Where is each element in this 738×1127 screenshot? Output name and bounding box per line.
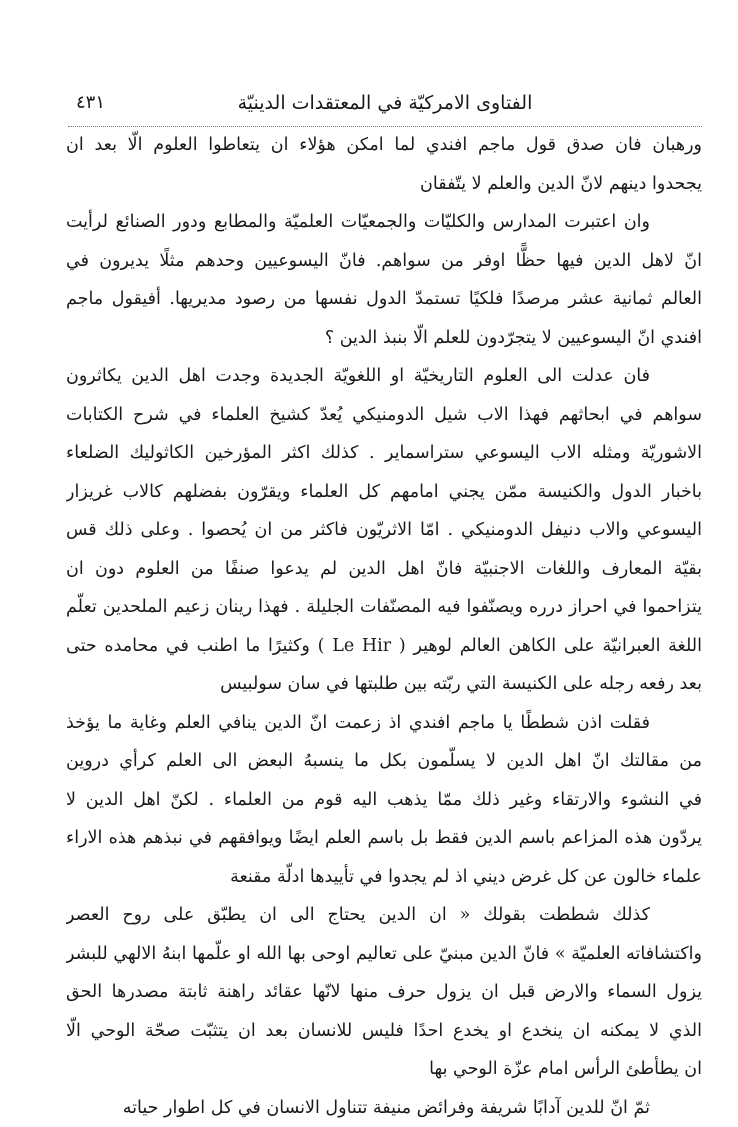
text-line: واكتشافاته العلميّة » فانّ الدين مبنيّ على تعاليم اوحى بها الله او علّمها ابنهُ الالهي للبشر [66, 935, 702, 974]
text-line: العالم ثمانية عشر مرصدًا فلكيًا تستمدّ الدول نفسها من رصود مديريها. أفيقول ماجم [66, 280, 702, 319]
text-line: اللغة العبرانيّة على الكاهن العالم لوهير ( Le Hir ) وكثيرًا ما اطنب في محامده حتى [66, 627, 702, 666]
paragraph [66, 896, 702, 1089]
page-number: ٤٣١ [76, 92, 105, 113]
paragraph [66, 1089, 702, 1127]
text-line: يجحدوا دينهم لانّ الدين والعلم لا يتّفقان [66, 165, 702, 204]
text-line: افندي انّ اليسوعيين لا يتجرّدون للعلم الّا بنبذ الدين ؟ [66, 319, 702, 358]
text-line: وان اعتبرت المدارس والكليّات والجمعيّات العلميّة والمطابع ودور الصنائع لرأيت [66, 203, 702, 242]
paragraph [66, 704, 702, 897]
text-line: يتزاحموا في احراز درره ويصنّفوا فيه المصنّفات الجليلة . فهذا رينان زعيم الملحدين تعلّم [66, 588, 702, 627]
text-line: بعد رفعه رجله على الكنيسة التي ربّته بين طلبتها في سان سولبيس [66, 665, 702, 704]
paragraph [66, 126, 702, 203]
text-line: الاشوريّة ومثله الاب اليسوعي ستراسماير . كذلك اكثر المؤرخين الكاثوليك الضلعاء [66, 434, 702, 473]
text-line: في النشوء والارتقاء وغير ذلك ممّا يذهب اليه قوم من العلماء . لكنّ اهل الدين لا [66, 781, 702, 820]
text-line: بقيّة المعارف واللغات الاجنبيّة فانّ اهل الدين لم يدعوا صنفًا من العلوم دون ان [66, 550, 702, 589]
text-line: من مقالتك انّ اهل الدين لا يسلّمون بكل ما ينسبهُ البعض الى العلم كرأي دروين [66, 742, 702, 781]
text-line: فان عدلت الى العلوم التاريخيّة او اللغويّة الجديدة وجدت اهل الدين يكاثرون [66, 357, 702, 396]
text-line: اليسوعي والاب دنيفل الدومنيكي . امّا الاثريّون فاكثر من ان يُحصوا . وعلى ذلك قس [66, 511, 702, 550]
text-line: باخبار الدول والكنيسة ممّن يجني امامهم كل العلماء ويقرّون بفضلهم كالاب غريزار [66, 473, 702, 512]
text-line: يزول السماء والارض قبل ان يزول حرف منها لانّها عقائد راهنة ثابتة مصدرها الحق [66, 973, 702, 1012]
running-header [68, 92, 702, 122]
text-line: الذي لا يمكنه ان ينخدع او يخدع احدًا فليس للانسان بعد ان يتثبّت صحّة الوحي الّا [66, 1012, 702, 1051]
text-line: ثمّ انّ للدين آدابًا شريفة وفرائض منيفة تتناول الانسان في كل اطوار حياته [66, 1089, 702, 1127]
text-line: كذلك شططت بقولك « ان الدين يحتاج الى ان يطبّق على روح العصر [66, 896, 702, 935]
text-line: سواهم في ابحاثهم فهذا الاب شيل الدومنيكي يُعدّ كشيخ العلماء في شرح الكتابات [66, 396, 702, 435]
paragraph [66, 203, 702, 357]
text-line: ورهبان فان صدق قول ماجم افندي لما امكن هؤلاء ان يتعاطوا العلوم الّا بعد ان [66, 126, 702, 165]
text-line: فقلت اذن شططًا يا ماجم افندي اذ زعمت انّ الدين ينافي العلم وغاية ما يؤخذ [66, 704, 702, 743]
page-body [66, 126, 702, 1127]
paragraph [66, 357, 702, 704]
text-line: انّ لاهل الدين فيها حظًّا اوفر من سواهم. فانّ اليسوعيين وحدهم مثلًا يديرون في [66, 242, 702, 281]
text-line: ان يطأطئ الرأس امام عزّة الوحي بها [66, 1050, 702, 1089]
text-line: يردّون هذه المزاعم باسم الدين فقط بل باسم العلم ايضًا ويوافقهم في نبذهم هذه الاراء [66, 819, 702, 858]
running-title: الفتاوى الامركيّة في المعتقدات الدينيّة [68, 92, 702, 114]
text-line: علماء خالون عن كل غرض ديني اذ لم يجدوا في تأييدها ادلّة مقنعة [66, 858, 702, 897]
